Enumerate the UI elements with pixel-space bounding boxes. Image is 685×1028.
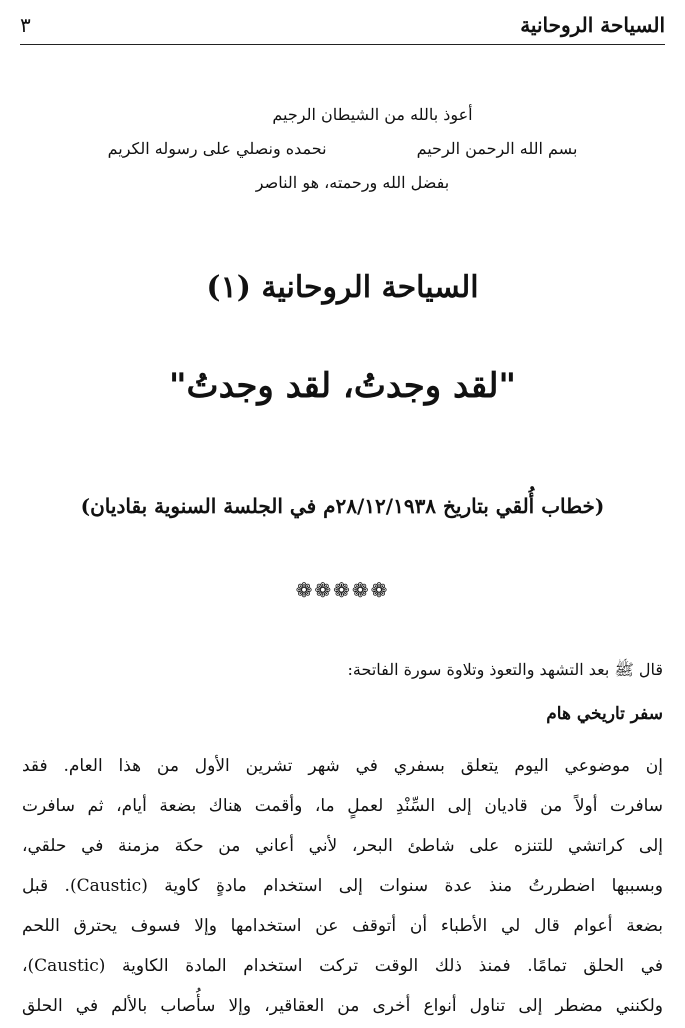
chapter-subtitle: "لقد وجدتُ، لقد وجدتُ" [168, 366, 517, 406]
page-header [20, 8, 665, 42]
body-line: سافرت أولاً من قاديان إلى السِّنْدِ لعملٍ ما، وأقمت هناك بضعة أيام، ثم سافرت [22, 796, 663, 816]
basmala: بسم الله الرحمن الرحيم [416, 139, 578, 158]
speech-info: (خطاب أُلقي بتاريخ ٢٨/١٢/١٩٣٨م في الجلسة السنوية بقاديان) [80, 494, 605, 518]
body-line: وبسببها اضطررتُ منذ عدة سنوات إلى استخدام مادةٍ كاوية (Caustic). قبل [22, 876, 663, 896]
invocation-block [0, 98, 685, 200]
section-heading: سفر تاريخي هام [546, 704, 663, 724]
page-number: ٣ [20, 13, 31, 37]
invocation-line-3: بفضل الله ورحمته، هو الناصر [255, 173, 450, 192]
body-line: بضعة أعوام قال لي الأطباء أن أتوقف عن استخدامها وإلا فسوف يحترق اللحم [22, 916, 663, 936]
praise: نحمده ونصلي على رسوله الكريم [107, 139, 327, 158]
chapter-title: السياحة الروحانية (١) [206, 270, 479, 305]
running-title: السياحة الروحانية [520, 13, 665, 37]
body-line: في الحلق تمامًا. فمنذ ذلك الوقت تركت استخدام المادة الكاوية (Caustic)، [22, 956, 663, 976]
body-line: إن موضوعي اليوم يتعلق بسفري في شهر تشرين الأول من هذا العام. فقد [22, 756, 663, 776]
body-paragraph [22, 746, 663, 1026]
intro-line: قال ﷺ بعد التشهد والتعوذ وتلاوة سورة الفاتحة: [347, 660, 663, 679]
body-line: إلى كراتشي للتنزه على شاطئ البحر، لأني أعاني من حكة مزمنة في حلقي، [22, 836, 663, 856]
header-rule [20, 44, 665, 45]
ornament-divider: ❁❁❁❁❁ [295, 578, 390, 602]
invocation-line-1: أعوذ بالله من الشيطان الرجيم [272, 105, 473, 124]
body-line: ولكنني مضطر إلى تناول أنواع أخرى من العقاقير، وإلا سأُصاب بالألم في الحلق [22, 996, 663, 1016]
invocation-line-2 [0, 132, 685, 166]
